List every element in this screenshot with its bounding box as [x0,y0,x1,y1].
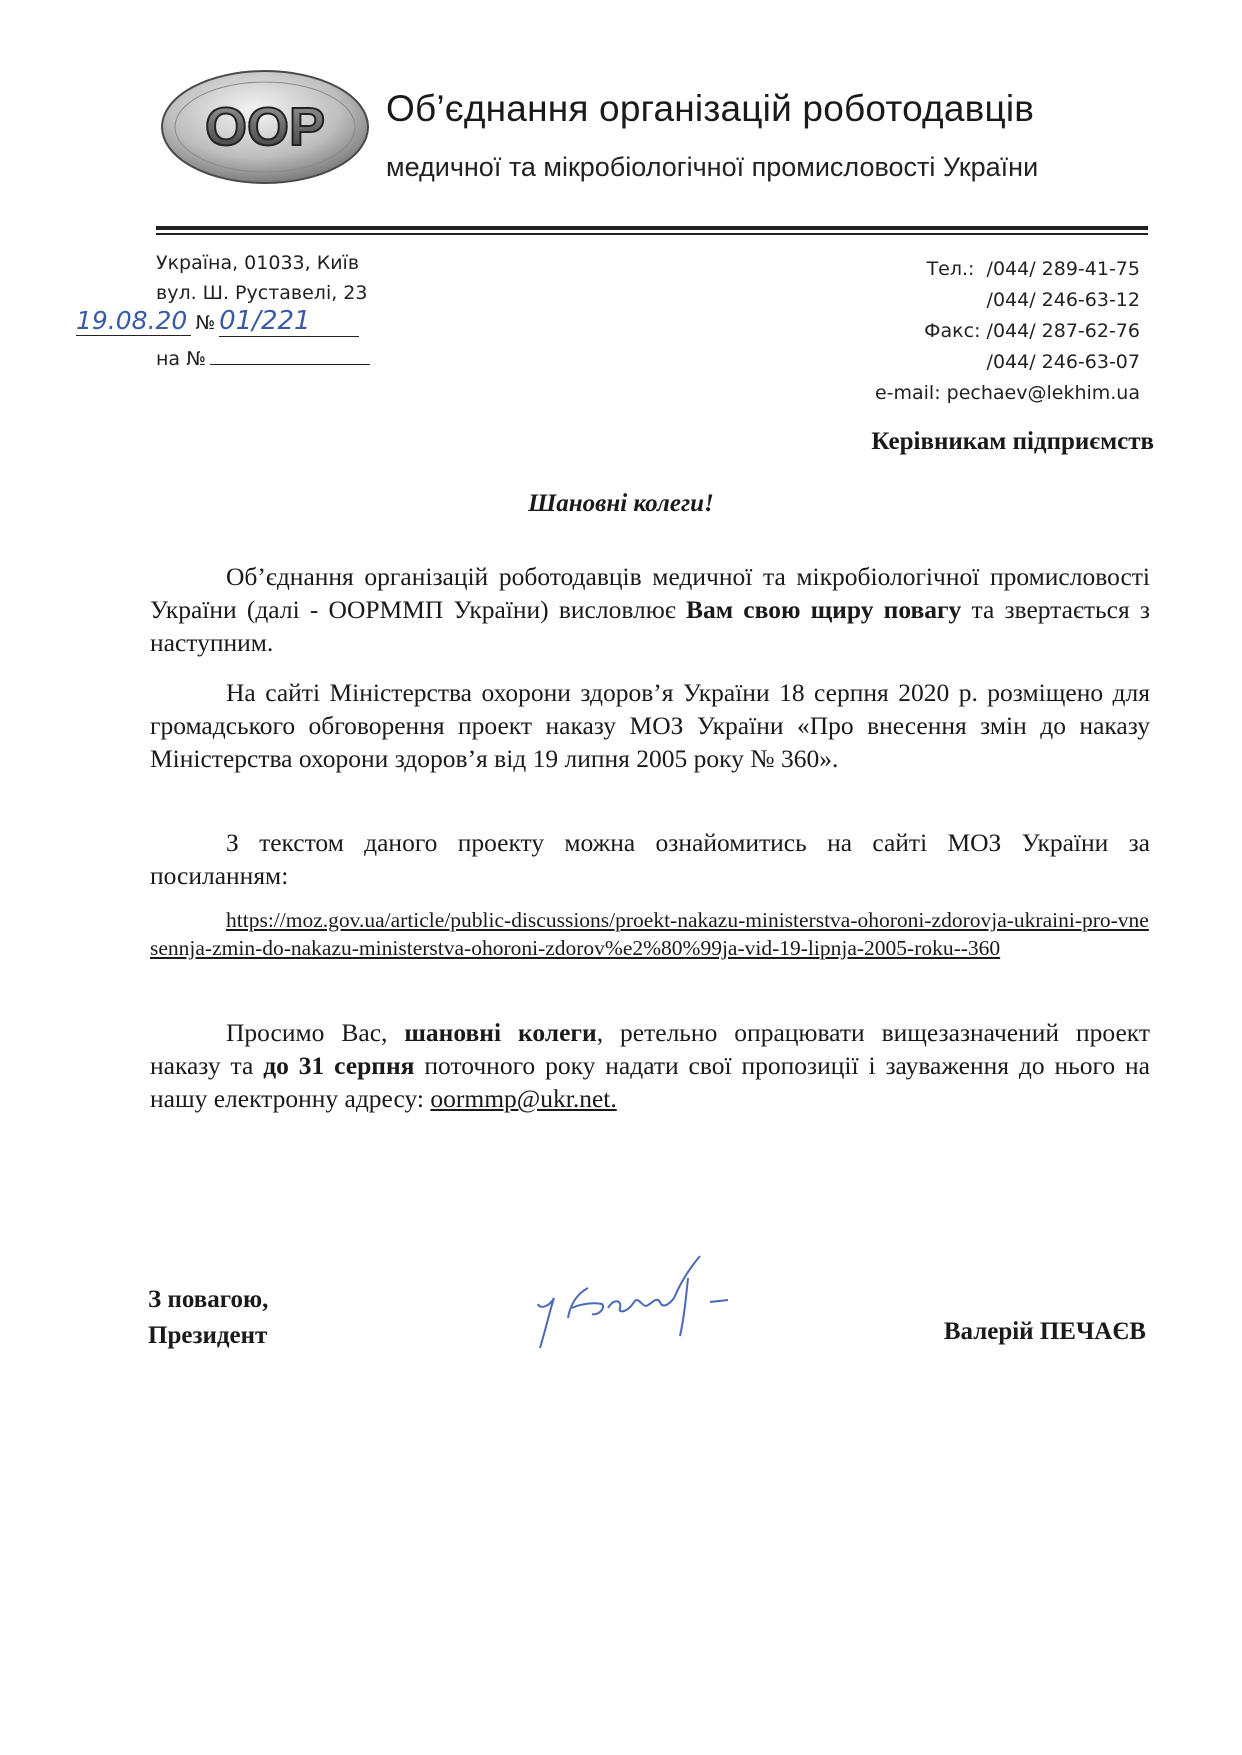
incoming-no-blank [210,344,370,365]
signer-name: Валерій ПЕЧАЄВ [943,1318,1146,1345]
org-title: Об’єднання організацій роботодавців [386,88,1035,129]
logo-text: OOP [204,97,326,157]
handwritten-signature [510,1248,770,1358]
p3-text: З текстом даного проекту можна ознайомитись на сайті МОЗ України за посиланням: [150,828,1150,890]
email-label: e-mail: [874,382,941,404]
p1-bold: Вам свою щиру повагу [685,595,962,624]
outgoing-number: 01/221 [219,306,359,337]
address-line-1: Україна, 01033, Київ [156,252,360,274]
incoming-no-label: на № [156,348,206,370]
moz-link[interactable] [150,906,1150,962]
p2-text: На сайті Міністерства охорони здоров’я України 18 серпня 2020 р. розміщено для громадського обговорення проект наказу МОЗ України «Про внесення змін до наказу Міністерства охорони здоров’я від 19 липня 2005 року № 360». [150,678,1150,773]
paragraph-2 [150,676,1150,775]
closing-block [148,1282,268,1354]
p4-text-b: , ретельно опрацювати вищезазначений проект наказу та [150,1018,1151,1080]
p1-text-a: Об’єднання організацій роботодавців медичної та мікробіологічної промисловості України (далі - ООРММП України) висловлює [150,562,1150,624]
p4-bold-2: до 31 серпня [263,1051,415,1080]
incoming-reference [156,344,370,370]
email-row [875,382,1140,404]
outgoing-date: 19.08.20 [76,306,191,336]
tel-1: /044/ 289-41-75 [986,258,1140,280]
contact-email: pechaev@lekhim.ua [946,382,1140,404]
paragraph-4 [150,1016,1150,1115]
header-rule [156,226,1148,230]
p4-bold-1: шановні колеги [404,1018,597,1047]
paragraph-3 [150,826,1150,892]
paragraph-1 [150,560,1150,659]
greeting: Шановні колеги! [528,490,714,517]
p4-text-a: Просимо Вас, [226,1018,405,1047]
tel-label: Тел.: [926,258,975,280]
p1-text-b: та звертається з наступним. [150,595,1150,657]
outgoing-no-label: № [195,312,216,334]
fax-1: /044/ 287-62-76 [986,320,1140,342]
fax-2: /044/ 246-63-07 [986,351,1140,373]
header-rule-thin [156,233,1148,235]
tel-2: /044/ 246-63-12 [986,289,1140,311]
reply-email-link[interactable]: oormmp@ukr.net. [430,1084,617,1113]
closing-regards: З повагою, [148,1286,269,1313]
recipient: Керівникам підприємств [871,428,1154,455]
tel-row-1 [927,258,1140,280]
address-line-2: вул. Ш. Руставелі, 23 [156,282,368,304]
p4-text-c: поточного року надати свої пропозиції і зауваження до нього на нашу електронну адресу: [150,1051,1150,1113]
company-logo [160,68,370,186]
outgoing-reference [76,306,359,337]
fax-label: Факс: [924,320,981,342]
fax-row-1 [924,320,1140,342]
moz-link-text[interactable]: https://moz.gov.ua/article/public-discussions/proekt-nakazu-ministerstva-ohoroni-zdorovja-ukraini-pro-vnesennja-zmin-do-nakazu-ministerstva-ohoroni-zdorov%e2%80%99ja-vid-19-lipnja-2005-roku--360 [150,908,1149,960]
org-subtitle: медичної та мікробіологічної промисловості України [386,152,1039,182]
closing-title: Президент [148,1322,268,1349]
